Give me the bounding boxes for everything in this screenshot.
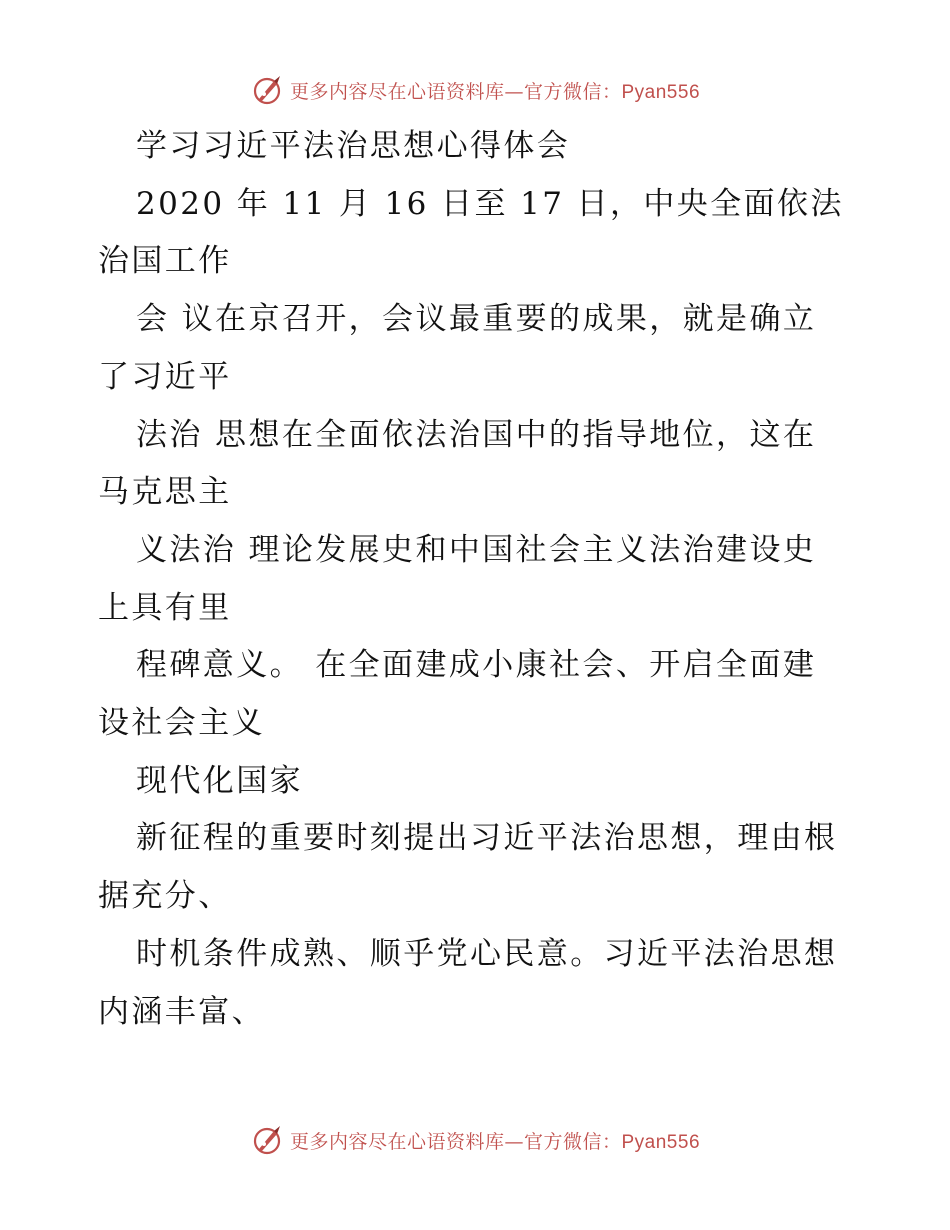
body-line: 法治 思想在全面依法治国中的指导地位，这在 (136, 416, 817, 453)
body-line: 义法治 理论发展史和中国社会主义法治建设史 (136, 531, 817, 568)
document-title: 学习习近平法治思想心得体会 (136, 128, 571, 164)
body-line: 2020 年 11 月 16 日至 17 日，中央全面依法 (136, 185, 844, 222)
body-line: 马克思主 (98, 474, 232, 511)
body-line: 据充分、 (98, 878, 232, 915)
header-banner-cn: 更多内容尽在心语资料库—官方微信： (289, 80, 622, 103)
footer-banner-id: Pyan556 (621, 1131, 701, 1153)
document-body (98, 118, 858, 1041)
header-banner-id: Pyan556 (621, 81, 701, 103)
header-banner-text (290, 77, 700, 104)
body-line: 治国工作 (98, 243, 232, 280)
header-banner (0, 70, 950, 110)
body-line: 会 议在京召开，会议最重要的成果，就是确立 (136, 301, 817, 338)
footer-banner-text (290, 1127, 700, 1154)
body-line: 时机条件成熟、顺乎党心民意。习近平法治思想 (136, 935, 838, 972)
footer-banner-cn: 更多内容尽在心语资料库—官方微信： (289, 1130, 622, 1153)
body-line: 上具有里 (98, 589, 232, 626)
body-line: 程碑意义。 在全面建成小康社会、开启全面建 (136, 647, 817, 684)
body-line: 设社会主义 (98, 705, 265, 742)
body-line: 现代化国家 (136, 762, 303, 799)
body-line: 新征程的重要时刻提出习近平法治思想，理由根 (136, 820, 838, 857)
quill-pen-logo-icon (250, 1123, 284, 1157)
body-line: 内涵丰富、 (98, 993, 265, 1030)
body-line: 了习近平 (98, 358, 232, 395)
quill-pen-logo-icon (250, 73, 284, 107)
footer-banner (0, 1120, 950, 1160)
